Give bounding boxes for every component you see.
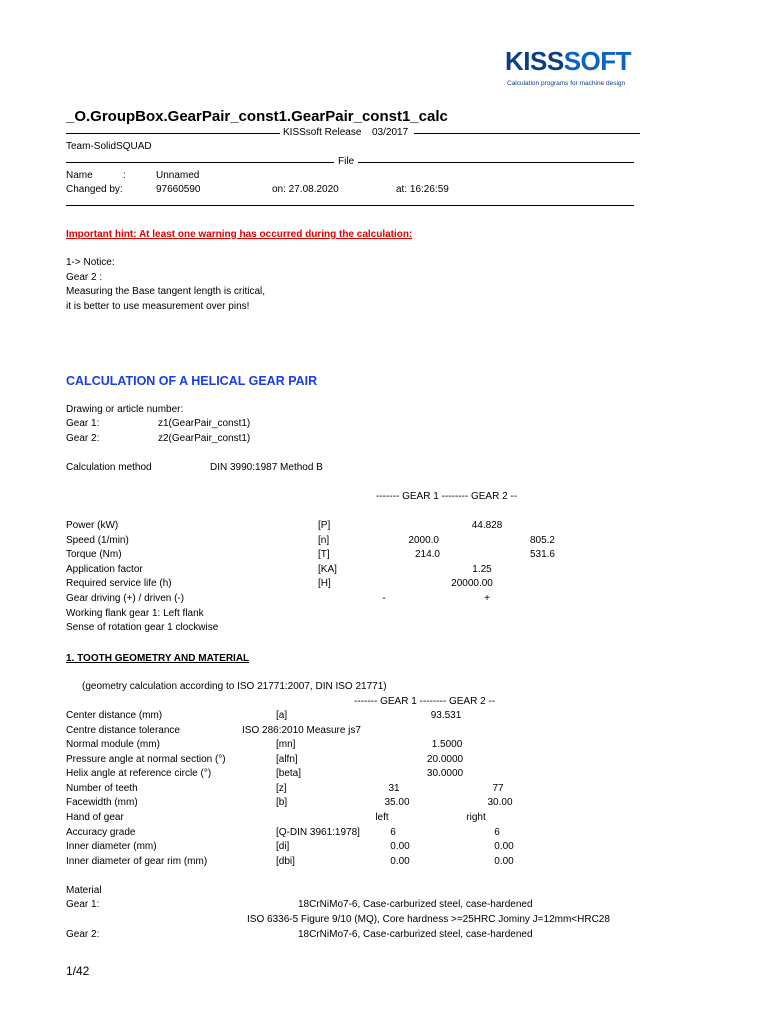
geometry-value: 20.0000 <box>426 754 464 765</box>
calc-method-value: DIN 3990:1987 Method B <box>210 462 323 473</box>
geometry-gear2-value: 6 <box>494 827 500 838</box>
geometry-label: Centre distance tolerance <box>66 725 180 736</box>
release-label: KISSsoft Release <box>283 127 362 138</box>
geometry-label: Inner diameter of gear rim (mm) <box>66 856 208 867</box>
logo-wordmark: KISSSOFT <box>505 46 632 76</box>
geometry-value: 93.531 <box>430 710 462 721</box>
drawing-gear2-label: Gear 2: <box>66 433 100 444</box>
param-label: Sense of rotation gear 1 clockwise <box>66 622 219 633</box>
release-version: 03/2017 <box>372 127 409 138</box>
geometry-gear2-value: right <box>466 812 486 823</box>
geometry-symbol: [beta] <box>276 768 302 779</box>
notice-line: Measuring the Base tangent length is critical, <box>66 286 265 297</box>
notice-line: Gear 2 : <box>66 272 103 283</box>
param-symbol: [T] <box>318 549 330 560</box>
geometry-gear2-value: 30.00 <box>487 797 513 808</box>
geometry-label: Pressure angle at normal section (°) <box>66 754 226 765</box>
param-gear1-value: - <box>382 593 386 604</box>
geometry-symbol: [di] <box>276 841 290 852</box>
material-label: Material <box>66 885 102 896</box>
material-gear1-label: Gear 1: <box>66 899 100 910</box>
geometry-label: Number of teeth <box>66 783 138 794</box>
geometry-symbol: [dbi] <box>276 856 295 867</box>
geometry-symbol: [Q-DIN 3961:1978] <box>276 827 360 838</box>
geometry-label: Center distance (mm) <box>66 710 163 721</box>
geometry-symbol: [b] <box>276 797 288 808</box>
geometry-gear1-value: 31 <box>388 783 400 794</box>
page-number: 1/42 <box>66 964 90 978</box>
kisssoft-logo <box>505 48 639 90</box>
document-title: _O.GroupBox.GearPair_const1.GearPair_const1_calc <box>66 108 448 125</box>
geometry-label: Hand of gear <box>66 812 124 823</box>
changed-on-date: on: 27.08.2020 <box>272 184 339 195</box>
param-label: Working flank gear 1: Left flank <box>66 608 204 619</box>
geometry-symbol: [mn] <box>276 739 296 750</box>
param-label: Application factor <box>66 564 143 575</box>
geometry-label: Normal module (mm) <box>66 739 160 750</box>
param-value: 44.828 <box>471 520 503 531</box>
param-symbol: [P] <box>318 520 331 531</box>
name-colon: : <box>123 170 126 181</box>
geometry-gear2-value: 77 <box>492 783 504 794</box>
param-value: 20000.00 <box>451 578 493 589</box>
divider <box>358 162 634 163</box>
param-gear2-value: 805.2 <box>529 535 555 546</box>
param-label: Required service life (h) <box>66 578 172 589</box>
divider <box>66 205 634 206</box>
geometry-value: 1.5000 <box>431 739 463 750</box>
geometry-note: (geometry calculation according to ISO 21771:2007, DIN ISO 21771) <box>82 681 387 692</box>
geometry-label: Accuracy grade <box>66 827 136 838</box>
param-gear1-value: 2000.0 <box>408 535 439 546</box>
param-label: Power (kW) <box>66 520 119 531</box>
geometry-label: Facewidth (mm) <box>66 797 138 808</box>
section-title: CALCULATION OF A HELICAL GEAR PAIR <box>66 374 318 388</box>
param-label: Torque (Nm) <box>66 549 122 560</box>
changed-by-label: Changed by: <box>66 184 123 195</box>
geometry-label: Helix angle at reference circle (°) <box>66 768 212 779</box>
param-label: Speed (1/min) <box>66 535 129 546</box>
drawing-gear1-value: z1(GearPair_const1) <box>158 418 251 429</box>
changed-by-value: 97660590 <box>156 184 201 195</box>
geometry-gear1-value: left <box>375 812 389 823</box>
param-gear1-value: 214.0 <box>414 549 440 560</box>
divider <box>414 133 640 134</box>
drawing-label: Drawing or article number: <box>66 404 184 415</box>
team-name: Team-SolidSQUAD <box>66 141 152 152</box>
material-gear1-spec: 18CrNiMo7-6, Case-carburized steel, case-hardened <box>298 899 533 910</box>
warning-hint: Important hint: At least one warning has occurred during the calculation: <box>66 229 413 240</box>
param-label: Gear driving (+) / driven (-) <box>66 593 185 604</box>
param-gear2-value: + <box>484 593 490 604</box>
material-gear1-standard: ISO 6336-5 Figure 9/10 (MQ), Core hardness >=25HRC Jominy J=12mm<HRC28 <box>247 914 610 925</box>
name-label: Name <box>66 170 93 181</box>
gear-column-header: ------- GEAR 1 -------- GEAR 2 -- <box>376 491 518 502</box>
notice-line: it is better to use measurement over pins! <box>66 301 250 312</box>
logo-tagline: Calculation programs for machine design <box>507 80 626 87</box>
material-gear2-spec: 18CrNiMo7-6, Case-carburized steel, case-hardened <box>298 929 533 940</box>
geometry-gear1-value: 0.00 <box>390 841 410 852</box>
geometry-symbol: ISO 286:2010 Measure js7 <box>242 725 361 736</box>
drawing-gear1-label: Gear 1: <box>66 418 100 429</box>
material-gear2-label: Gear 2: <box>66 929 100 940</box>
param-value: 1.25 <box>472 564 492 575</box>
geometry-gear1-value: 35.00 <box>384 797 410 808</box>
drawing-gear2-value: z2(GearPair_const1) <box>158 433 251 444</box>
param-symbol: [KA] <box>318 564 337 575</box>
notice-line: 1-> Notice: <box>66 257 115 268</box>
geometry-label: Inner diameter (mm) <box>66 841 157 852</box>
geometry-symbol: [a] <box>276 710 288 721</box>
geometry-gear2-value: 0.00 <box>494 841 514 852</box>
param-symbol: [H] <box>318 578 331 589</box>
geometry-symbol: [z] <box>276 783 287 794</box>
param-gear2-value: 531.6 <box>529 549 555 560</box>
file-label: File <box>338 156 355 167</box>
geometry-gear2-value: 0.00 <box>494 856 514 867</box>
calc-method-label: Calculation method <box>66 462 152 473</box>
name-value: Unnamed <box>156 170 200 181</box>
divider <box>66 133 280 134</box>
changed-at-time: at: 16:26:59 <box>396 184 449 195</box>
param-symbol: [n] <box>318 535 330 546</box>
geometry-gear1-value: 0.00 <box>390 856 410 867</box>
geometry-gear1-value: 6 <box>390 827 396 838</box>
section-heading: 1. TOOTH GEOMETRY AND MATERIAL <box>66 653 250 664</box>
gear-column-header: ------- GEAR 1 -------- GEAR 2 -- <box>354 696 496 707</box>
geometry-symbol: [alfn] <box>276 754 298 765</box>
geometry-value: 30.0000 <box>426 768 464 779</box>
divider <box>66 162 334 163</box>
